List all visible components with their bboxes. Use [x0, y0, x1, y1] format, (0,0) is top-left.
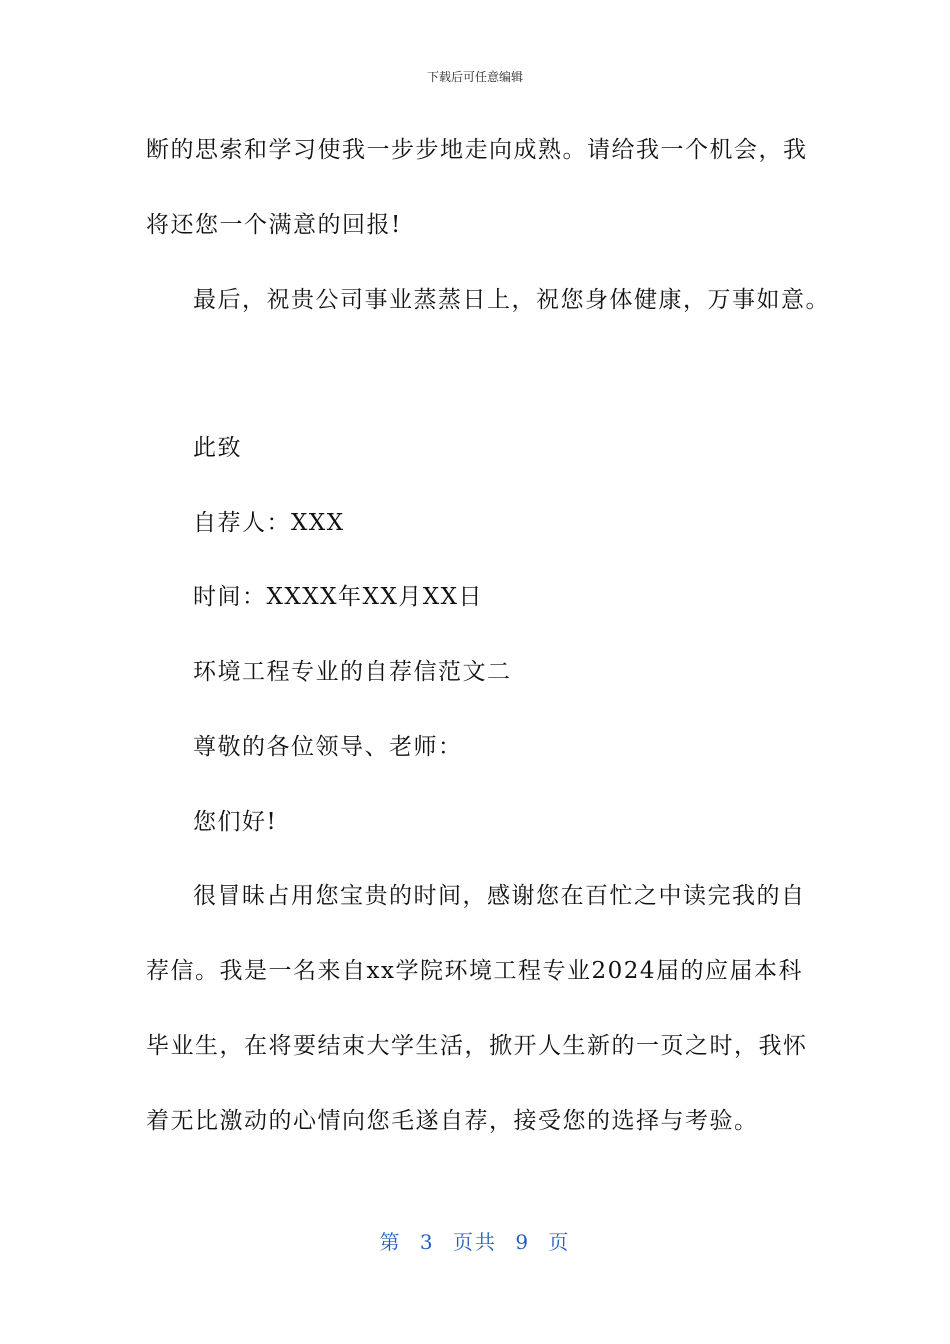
paragraph-line: 着无比激动的心情向您毛遂自荐，接受您的选择与考验。 [146, 1108, 759, 1134]
paragraph-line: 断的思索和学习使我一步步地走向成熟。请给我一个机会，我 [146, 137, 808, 163]
section-title: 环境工程专业的自荐信范文二 [193, 659, 512, 685]
paragraph-line: 最后，祝贵公司事业蒸蒸日上，祝您身体健康，万事如意。 [193, 287, 830, 313]
signature-line: 自荐人：XXX [193, 510, 345, 536]
greeting-line: 尊敬的各位领导、老师： [193, 734, 463, 760]
date-line: 时间：XXXX年XX月XX日 [193, 584, 483, 610]
page-header: 下载后可任意编辑 [426, 70, 523, 84]
paragraph-line: 将还您一个满意的回报! [146, 212, 402, 238]
closing-salutation: 此致 [193, 435, 242, 461]
paragraph-line: 毕业生，在将要结束大学生活，掀开人生新的一页之时，我怀 [146, 1033, 808, 1059]
paragraph-line: 很冒昧占用您宝贵的时间，感谢您在百忙之中读完我的自 [193, 883, 806, 909]
page-number-footer: 第 3 页共 9 页 [379, 1230, 571, 1254]
greeting-line: 您们好! [193, 809, 278, 835]
paragraph-line: 荐信。我是一名来自xx学院环境工程专业2024届的应届本科 [146, 958, 803, 984]
